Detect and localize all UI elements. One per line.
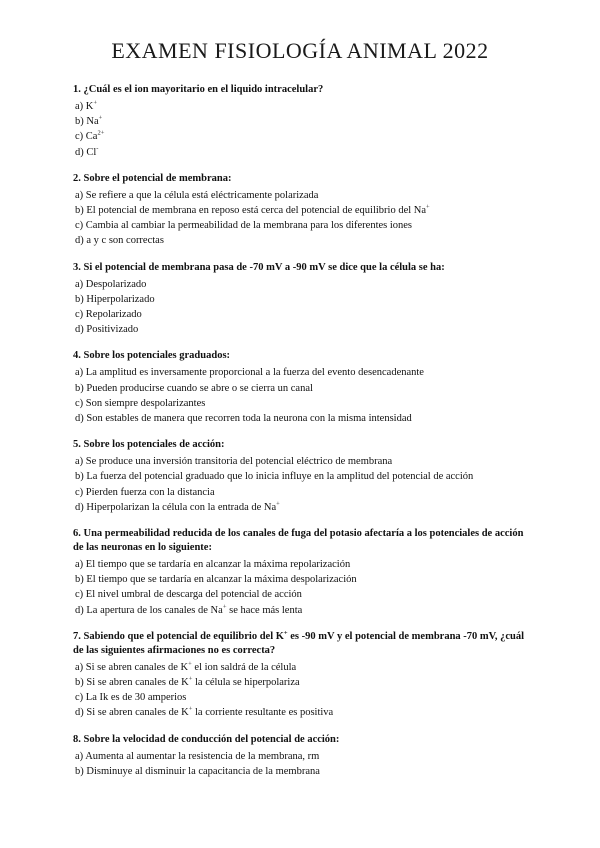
ion-charge-superscript: + <box>188 675 193 683</box>
text-segment: Si el potencial de membrana pasa de -70 mV a -90 mV se dice que la célula se ha: <box>83 261 445 273</box>
text-segment: la corriente resultante es positiva <box>192 707 334 719</box>
ion-charge-superscript: + <box>426 203 430 211</box>
text-segment: a) Se produce una inversión transitoria del potencial eléctrico de membrana <box>75 456 393 468</box>
answer-option <box>73 485 533 500</box>
answer-option <box>73 322 533 337</box>
question-text <box>73 172 533 186</box>
text-segment: c) Repolarizado <box>75 309 142 321</box>
ion-charge-superscript: 2+ <box>97 129 105 137</box>
answer-option <box>73 675 533 690</box>
ion-charge-superscript: + <box>188 705 193 713</box>
text-segment: el ion saldrá de la célula <box>191 661 297 673</box>
answer-option <box>73 114 533 129</box>
answer-option <box>73 277 533 292</box>
text-segment: a) Si se abren canales de K <box>75 661 189 673</box>
text-segment: a) Aumenta al aumentar la resistencia de la membrana, rm <box>75 750 320 762</box>
text-segment: Sobre los potenciales de acción: <box>83 439 225 451</box>
question-1 <box>73 83 533 160</box>
text-segment: Sobre los potenciales graduados: <box>83 350 231 362</box>
text-segment: d) Hiperpolarizan la célula con la entrada de Na <box>75 501 277 513</box>
ion-charge-superscript: + <box>222 603 227 611</box>
question-number: 7. <box>73 630 84 642</box>
question-number: 6. <box>73 528 84 540</box>
answer-option <box>73 690 533 705</box>
text-segment: d) Positivizado <box>75 324 139 336</box>
text-segment: d) Son estables de manera que recorren toda la neurona con la misma intensidad <box>75 413 412 425</box>
question-5 <box>73 438 533 515</box>
text-segment: a) Se refiere a que la célula está eléctricamente polarizada <box>75 189 319 201</box>
answer-option <box>73 603 533 618</box>
text-segment: b) Na <box>75 116 99 128</box>
answer-option <box>73 454 533 469</box>
question-3 <box>73 261 533 338</box>
answer-option <box>73 764 533 779</box>
answer-option <box>73 660 533 675</box>
answer-option <box>73 233 533 248</box>
question-number: 5. <box>73 439 84 451</box>
text-segment: b) Pueden producirse cuando se abre o se cierra un canal <box>75 382 313 394</box>
text-segment: d) a y c son correctas <box>75 235 164 247</box>
text-segment: b) Si se abren canales de K <box>75 677 189 689</box>
answer-option <box>73 381 533 396</box>
answer-option <box>73 365 533 380</box>
text-segment: a) Despolarizado <box>75 278 147 290</box>
ion-charge-superscript: + <box>98 114 103 122</box>
text-segment: Sabiendo que el potencial de equilibrio del K <box>83 630 284 642</box>
answer-option <box>73 218 533 233</box>
answer-option <box>73 411 533 426</box>
question-text <box>73 438 533 452</box>
question-text <box>73 630 533 658</box>
text-segment: la célula se hiperpolariza <box>192 677 300 689</box>
text-segment: b) Disminuye al disminuir la capacitancia de la membrana <box>75 765 320 777</box>
answer-option <box>73 99 533 114</box>
answer-option <box>73 705 533 720</box>
text-segment: c) Cambia al cambiar la permeabilidad de la membrana para los diferentes iones <box>75 220 413 232</box>
question-6 <box>73 527 533 618</box>
ion-charge-superscript: + <box>93 99 98 107</box>
answer-option <box>73 307 533 322</box>
ion-charge-superscript: + <box>188 660 192 668</box>
ion-charge-superscript: - <box>96 145 99 153</box>
text-segment: Sobre la velocidad de conducción del potencial de acción: <box>83 733 340 745</box>
answer-option <box>73 292 533 307</box>
question-text <box>73 83 533 97</box>
text-segment: c) Pierden fuerza con la distancia <box>75 486 215 498</box>
question-2 <box>73 172 533 249</box>
text-segment: c) La Ik es de 30 amperios <box>75 692 187 704</box>
ion-charge-superscript: + <box>276 500 280 508</box>
answer-option <box>73 145 533 160</box>
answer-option <box>73 188 533 203</box>
answer-option <box>73 500 533 515</box>
question-text <box>73 261 533 275</box>
text-segment: d) Cl <box>75 146 97 158</box>
question-number: 8. <box>73 733 84 745</box>
text-segment: ¿Cuál es el ion mayoritario en el liquido intracelular? <box>83 84 324 95</box>
answer-option <box>73 557 533 572</box>
question-number: 4. <box>73 350 84 362</box>
question-7 <box>73 630 533 721</box>
answer-option <box>73 469 533 484</box>
answer-option <box>73 396 533 411</box>
page-title: EXAMEN FISIOLOGÍA ANIMAL 2022 <box>111 38 489 63</box>
question-text <box>73 527 533 555</box>
question-text <box>73 349 533 363</box>
question-number: 2. <box>73 172 84 184</box>
text-segment: a) La amplitud es inversamente proporcional a la fuerza del evento desencadenante <box>75 367 424 379</box>
answer-option <box>73 572 533 587</box>
answer-option <box>73 749 533 764</box>
question-4 <box>73 349 533 426</box>
text-segment: d) Si se abren canales de K <box>75 707 189 719</box>
question-number: 1. <box>73 84 84 95</box>
text-segment: b) Hiperpolarizado <box>75 293 155 305</box>
text-segment: Una permeabilidad reducida de los canales de fuga del potasio afectaría a los potenciales de acción de las neuronas en lo siguiente: <box>73 528 524 554</box>
text-segment: b) El tiempo que se tardaría en alcanzar la máxima despolarización <box>75 574 357 586</box>
text-segment: c) El nivel umbral de descarga del potencial de acción <box>75 589 302 601</box>
answer-option <box>73 129 533 144</box>
question-number: 3. <box>73 261 84 273</box>
question-list <box>73 83 533 791</box>
question-text <box>73 733 533 747</box>
text-segment: c) Son siempre despolarizantes <box>75 397 206 409</box>
text-segment: a) El tiempo que se tardaría en alcanzar la máxima repolarización <box>75 559 351 571</box>
text-segment: b) El potencial de membrana en reposo está cerca del potencial de equilibrio del Na <box>75 205 427 217</box>
text-segment: c) Ca <box>75 131 98 143</box>
answer-option <box>73 203 533 218</box>
answer-option <box>73 587 533 602</box>
text-segment: Sobre el potencial de membrana: <box>83 172 232 184</box>
text-segment: a) K <box>75 101 94 112</box>
text-segment: b) La fuerza del potencial graduado que lo inicia influye en la amplitud del potencial de acción <box>75 471 474 483</box>
text-segment: d) La apertura de los canales de Na <box>75 604 223 616</box>
question-8 <box>73 733 533 779</box>
text-segment: es -90 mV y el potencial de membrana -70 mV, ¿cuál de las siguientes afirmaciones no es correcta? <box>73 630 525 656</box>
ion-charge-superscript: + <box>283 629 288 637</box>
text-segment: se hace más lenta <box>226 604 303 616</box>
